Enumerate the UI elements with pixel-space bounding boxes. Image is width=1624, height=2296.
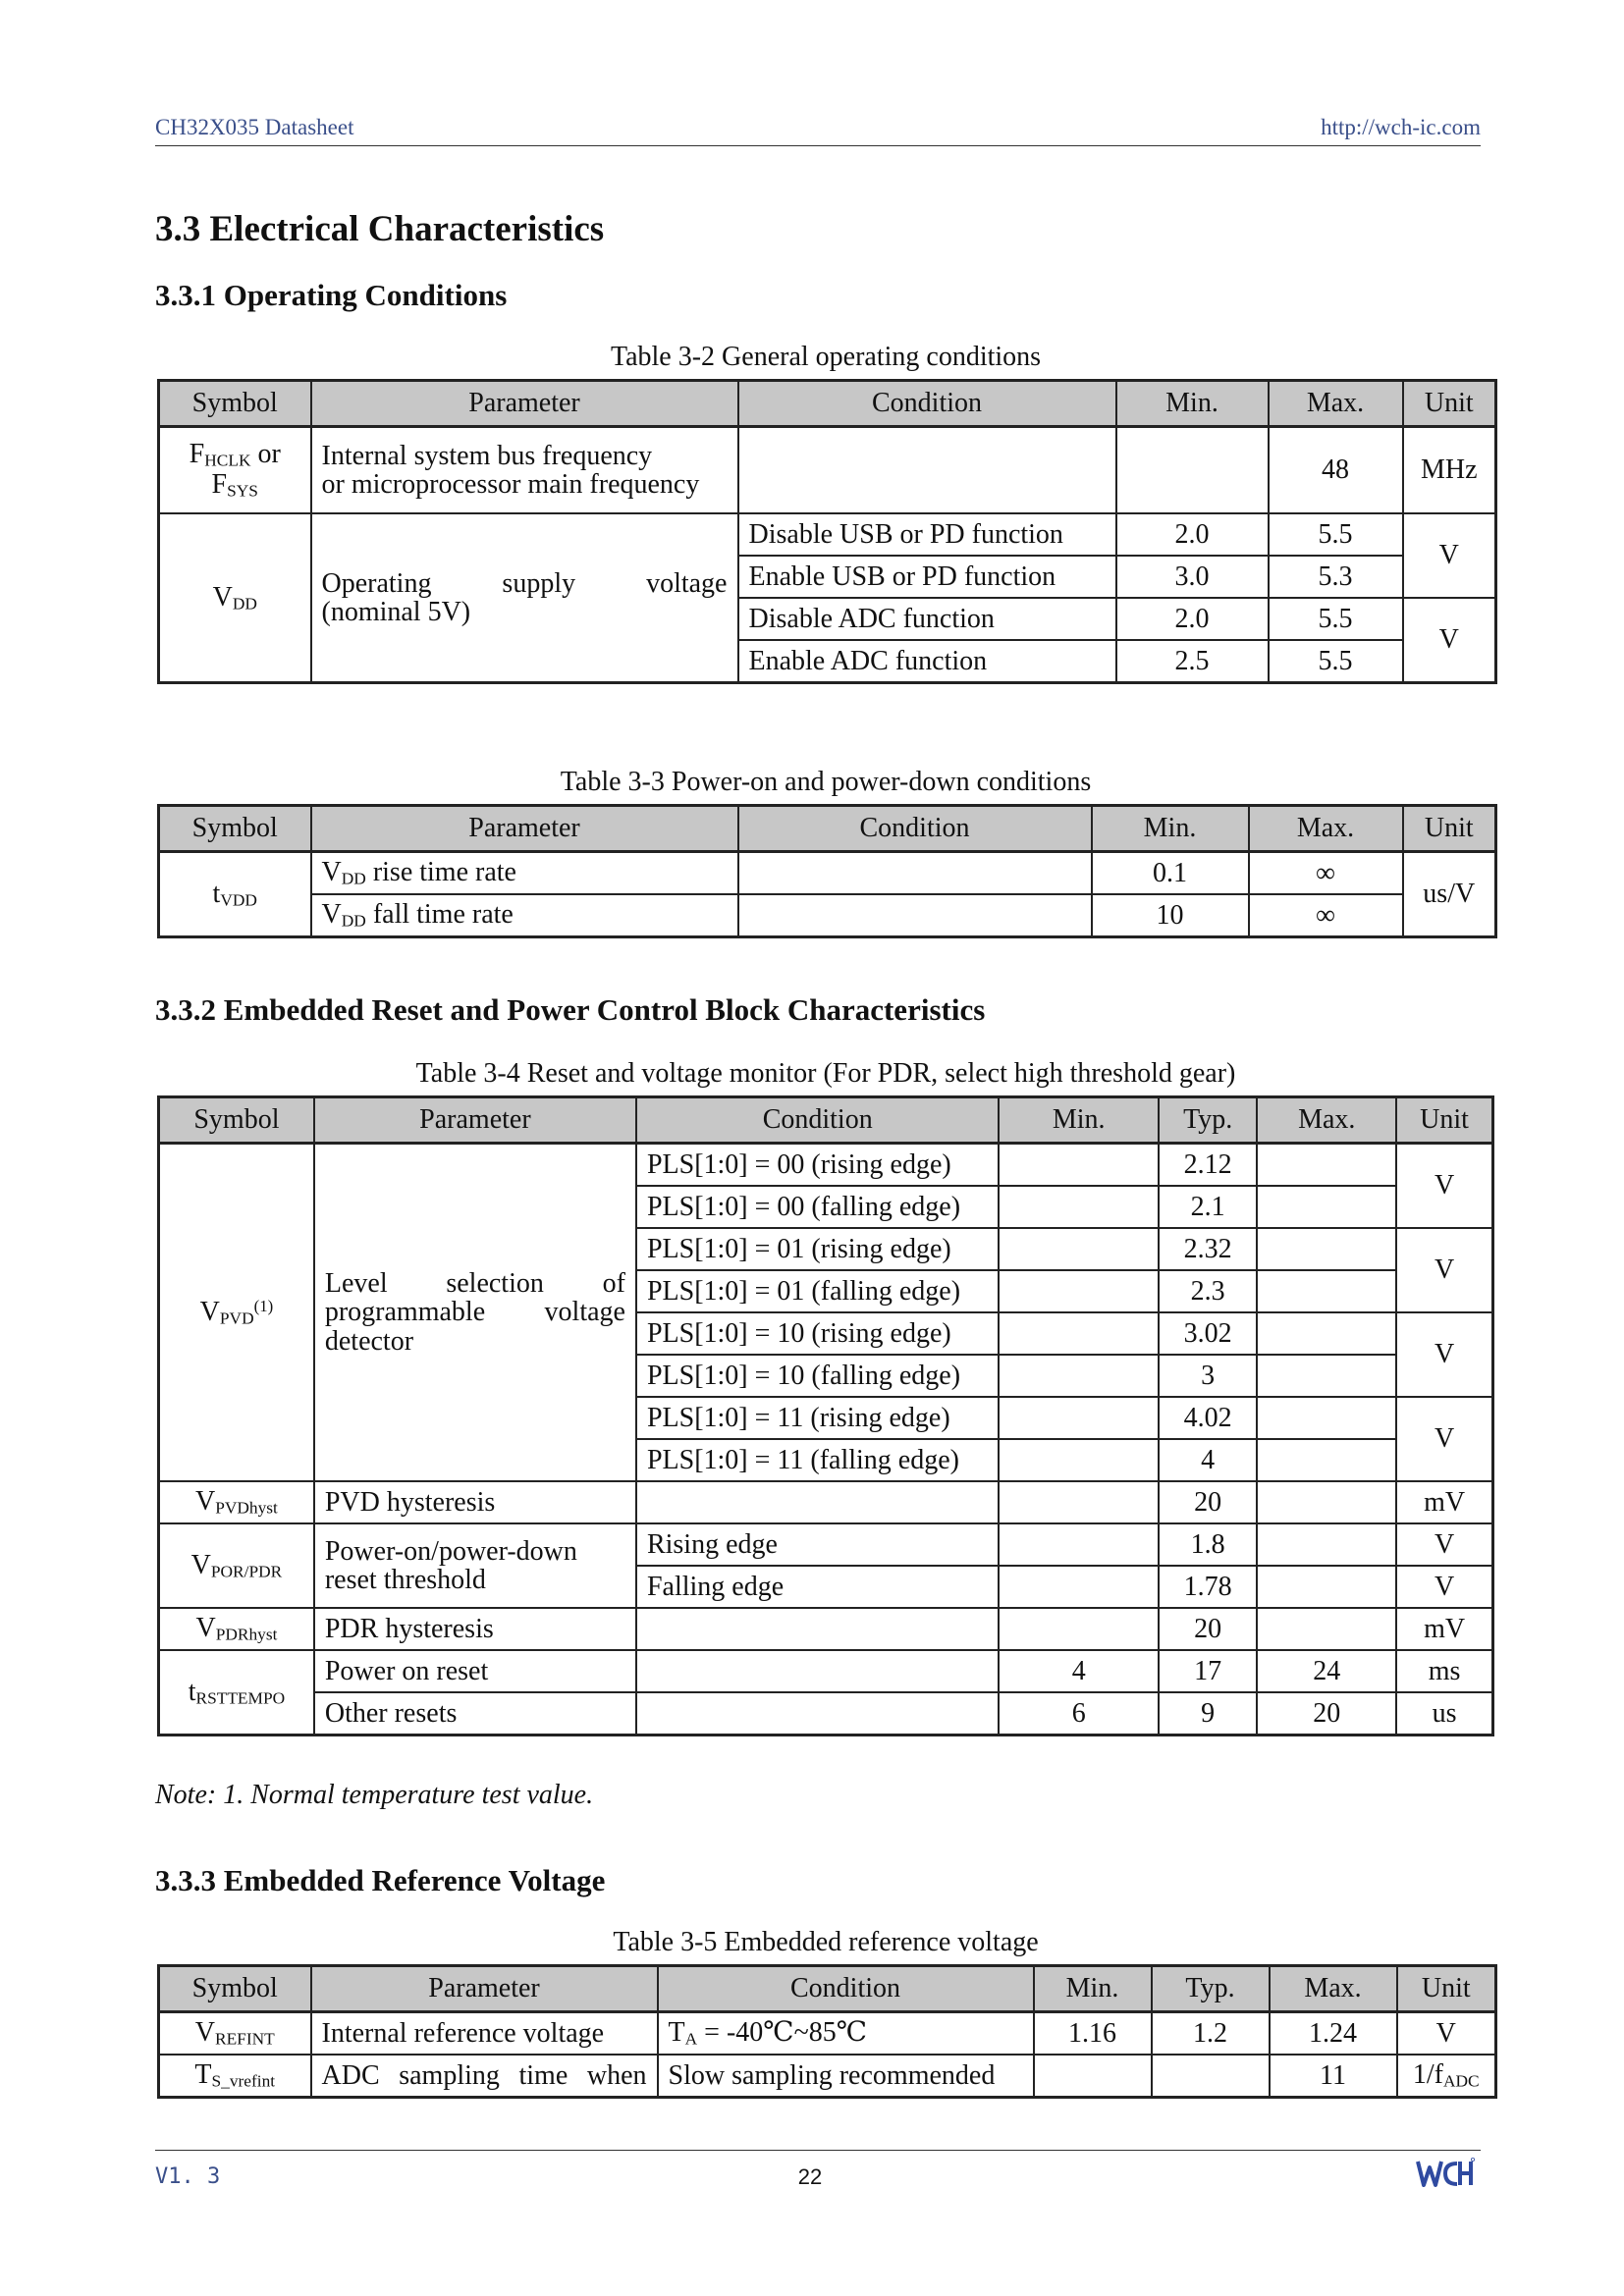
typ-value: 17	[1159, 1650, 1257, 1692]
condition: PLS[1:0] = 11 (rising edge)	[636, 1397, 1000, 1439]
min-value: 1.16	[1034, 2012, 1152, 2056]
col-parameter: Parameter	[314, 1097, 636, 1144]
table-header-row	[159, 1966, 1496, 2012]
col-parameter: Parameter	[311, 381, 738, 427]
table-row	[159, 1144, 1493, 1187]
max-value: 5.3	[1269, 556, 1403, 598]
col-typ: Typ.	[1159, 1097, 1257, 1144]
condition: PLS[1:0] = 01 (falling edge)	[636, 1270, 1000, 1312]
unit: V	[1397, 2012, 1496, 2056]
typ-value: 2.1	[1159, 1186, 1257, 1228]
col-unit: Unit	[1403, 806, 1496, 852]
header-divider	[155, 145, 1481, 146]
symbol-vpor-pdr: $V_{POR/PDR}$	[159, 1523, 314, 1608]
condition: Disable ADC function	[738, 598, 1116, 640]
cell-empty	[999, 1228, 1159, 1270]
param-other-resets: Other resets	[314, 1692, 636, 1735]
table-header-row	[159, 381, 1496, 427]
unit: V	[1403, 598, 1496, 683]
min-value: 3.0	[1116, 556, 1269, 598]
subsection-333-title: 3.3.3 Embedded Reference Voltage	[155, 1863, 606, 1897]
col-parameter: Parameter	[311, 806, 738, 852]
cell-empty	[999, 1439, 1159, 1481]
max-value: 24	[1257, 1650, 1396, 1692]
col-condition: Condition	[636, 1097, 1000, 1144]
cell-empty	[636, 1608, 1000, 1650]
col-parameter: Parameter	[311, 1966, 658, 2012]
cell-empty	[1116, 427, 1269, 514]
typ-value: 9	[1159, 1692, 1257, 1735]
condition-temperature: $T_A$ = -40℃~85℃	[658, 2012, 1034, 2056]
col-max: Max.	[1270, 1966, 1397, 2012]
cell-empty	[999, 1481, 1159, 1523]
cell-empty	[1257, 1228, 1396, 1270]
cell-empty	[1257, 1270, 1396, 1312]
typ-value: 20	[1159, 1481, 1257, 1523]
typ-value: 2.32	[1159, 1228, 1257, 1270]
col-unit: Unit	[1397, 1966, 1496, 2012]
unit: V	[1396, 1312, 1492, 1397]
table-row	[159, 852, 1496, 895]
typ-value: 3.02	[1159, 1312, 1257, 1355]
unit: us	[1396, 1692, 1492, 1735]
max-value: 1.24	[1270, 2012, 1397, 2056]
symbol-vpdrhyst: $V_{PDRhyst}$	[159, 1608, 314, 1650]
min-value: 2.0	[1116, 598, 1269, 640]
table-row	[159, 2055, 1496, 2098]
col-condition: Condition	[658, 1966, 1034, 2012]
col-min: Min.	[999, 1097, 1159, 1144]
cell-empty	[1257, 1355, 1396, 1397]
cell-empty	[1257, 1397, 1396, 1439]
cell-empty	[999, 1144, 1159, 1187]
param-pdr-hysteresis: PDR hysteresis	[314, 1608, 636, 1650]
cell-empty	[1257, 1481, 1396, 1523]
cell-empty	[1257, 1186, 1396, 1228]
section-title: 3.3 Electrical Characteristics	[155, 209, 605, 249]
max-value: 5.5	[1269, 513, 1403, 556]
unit: V	[1396, 1566, 1492, 1608]
typ-value: 3	[1159, 1355, 1257, 1397]
freq-max: 48	[1269, 427, 1403, 514]
footer-version: V1. 3	[155, 2164, 221, 2189]
col-max: Max.	[1257, 1097, 1396, 1144]
cell-empty	[1034, 2055, 1152, 2098]
col-max: Max.	[1249, 806, 1403, 852]
typ-value: 4	[1159, 1439, 1257, 1481]
symbol-vrefint: $V_{REFINT}$	[159, 2012, 311, 2056]
min-value: 2.5	[1116, 640, 1269, 683]
col-condition: Condition	[738, 381, 1116, 427]
unit: V	[1396, 1228, 1492, 1312]
cell-empty	[1257, 1439, 1396, 1481]
condition: PLS[1:0] = 00 (rising edge)	[636, 1144, 1000, 1187]
param-pvd-hysteresis: PVD hysteresis	[314, 1481, 636, 1523]
cell-empty	[999, 1523, 1159, 1566]
param-frequency: Internal system bus frequency or microprocessor main frequency	[311, 427, 738, 514]
cell-empty	[1257, 1608, 1396, 1650]
cell-empty	[738, 894, 1092, 937]
cell-empty	[738, 427, 1116, 514]
header-doc-title: CH32X035 Datasheet	[155, 115, 354, 139]
footer-page-number: 22	[797, 2164, 823, 2189]
condition: PLS[1:0] = 01 (rising edge)	[636, 1228, 1000, 1270]
header-url[interactable]: http://wch-ic.com	[1321, 115, 1481, 139]
symbol-ts-vrefint: $T_{S\_vrefint}$	[159, 2055, 311, 2098]
max-value: 5.5	[1269, 598, 1403, 640]
table-header-row	[159, 806, 1496, 852]
cell-empty	[1152, 2055, 1270, 2098]
condition: Disable USB or PD function	[738, 513, 1116, 556]
col-min: Min.	[1116, 381, 1269, 427]
condition: Enable ADC function	[738, 640, 1116, 683]
table-row	[159, 894, 1496, 937]
unit: V	[1396, 1144, 1492, 1229]
cell-empty	[1257, 1144, 1396, 1187]
param-operating-voltage: Operating supply voltage (nominal 5V)	[311, 513, 738, 683]
table-3-5	[157, 1964, 1497, 2099]
unit: $1/f_{ADC}$	[1397, 2055, 1496, 2098]
col-typ: Typ.	[1152, 1966, 1270, 2012]
table-row	[159, 1608, 1493, 1650]
table-3-4-caption: Table 3-4 Reset and voltage monitor (For PDR, select high threshold gear)	[415, 1058, 1236, 1089]
symbol-trsttempo: $t_{RSTTEMPO}$	[159, 1650, 314, 1735]
param-fall-time: $V_{DD}$ fall time rate	[311, 894, 738, 937]
cell-empty	[636, 1650, 1000, 1692]
condition: Enable USB or PD function	[738, 556, 1116, 598]
cell-empty	[1257, 1566, 1396, 1608]
col-min: Min.	[1034, 1966, 1152, 2012]
param-por-threshold: Power-on/power-down reset threshold	[314, 1523, 636, 1608]
cell-empty	[636, 1692, 1000, 1735]
condition: Rising edge	[636, 1523, 1000, 1566]
footer-divider	[155, 2150, 1481, 2151]
condition: PLS[1:0] = 10 (falling edge)	[636, 1355, 1000, 1397]
typ-value: 2.3	[1159, 1270, 1257, 1312]
table-3-4-note: Note: 1. Normal temperature test value.	[155, 1780, 594, 1810]
subsection-331-title: 3.3.1 Operating Conditions	[155, 278, 508, 312]
col-unit: Unit	[1403, 381, 1496, 427]
col-max: Max.	[1269, 381, 1403, 427]
symbol-tvdd: $t_{VDD}$	[159, 852, 311, 937]
table-3-4	[157, 1095, 1494, 1736]
max-value: 20	[1257, 1692, 1396, 1735]
param-internal-reference-voltage: Internal reference voltage	[311, 2012, 658, 2056]
table-row	[159, 513, 1496, 556]
table-row	[159, 1650, 1493, 1692]
col-min: Min.	[1092, 806, 1249, 852]
typ-value: 1.2	[1152, 2012, 1270, 2056]
col-symbol: Symbol	[159, 1097, 314, 1144]
subsection-332-title: 3.3.2 Embedded Reset and Power Control Block Characteristics	[155, 992, 986, 1027]
condition: PLS[1:0] = 11 (falling edge)	[636, 1439, 1000, 1481]
symbol-vpvd: $V_{PVD}^{(1)}$	[159, 1144, 314, 1482]
unit: V	[1396, 1523, 1492, 1566]
unit: ms	[1396, 1650, 1492, 1692]
max-value: ∞	[1249, 852, 1403, 895]
condition: Slow sampling recommended	[658, 2055, 1034, 2098]
table-3-3	[157, 804, 1497, 938]
symbol-vdd: $V_{DD}$	[159, 513, 311, 683]
typ-value: 4.02	[1159, 1397, 1257, 1439]
table-3-2	[157, 379, 1497, 684]
cell-empty	[1257, 1523, 1396, 1566]
col-symbol: Symbol	[159, 1966, 311, 2012]
cell-empty	[636, 1481, 1000, 1523]
col-unit: Unit	[1396, 1097, 1492, 1144]
min-value: 0.1	[1092, 852, 1249, 895]
unit: V	[1396, 1397, 1492, 1481]
symbol-fhclk-fsys: $F_{HCLK}$ or $F_{SYS}$	[159, 427, 311, 514]
condition: PLS[1:0] = 10 (rising edge)	[636, 1312, 1000, 1355]
table-3-5-caption: Table 3-5 Embedded reference voltage	[613, 1927, 1039, 1957]
condition: Falling edge	[636, 1566, 1000, 1608]
typ-value: 1.8	[1159, 1523, 1257, 1566]
cell-empty	[999, 1566, 1159, 1608]
table-row	[159, 1523, 1493, 1566]
typ-value: 20	[1159, 1608, 1257, 1650]
col-symbol: Symbol	[159, 381, 311, 427]
min-value: 10	[1092, 894, 1249, 937]
cell-empty	[999, 1312, 1159, 1355]
param-rise-time: $V_{DD}$ rise time rate	[311, 852, 738, 895]
wch-logo-icon	[1416, 2156, 1475, 2191]
table-3-2-caption: Table 3-2 General operating conditions	[610, 342, 1042, 372]
unit: mV	[1396, 1608, 1492, 1650]
table-row	[159, 2012, 1496, 2056]
table-row	[159, 1692, 1493, 1735]
cell-empty	[999, 1397, 1159, 1439]
unit: us/V	[1403, 852, 1496, 937]
param-pvd-level: Level selection of programmable voltage detector	[314, 1144, 636, 1482]
col-condition: Condition	[738, 806, 1092, 852]
freq-unit: MHz	[1403, 427, 1496, 514]
cell-empty	[999, 1270, 1159, 1312]
cell-empty	[738, 852, 1092, 895]
cell-empty	[1257, 1312, 1396, 1355]
condition: PLS[1:0] = 00 (falling edge)	[636, 1186, 1000, 1228]
unit: mV	[1396, 1481, 1492, 1523]
unit: V	[1403, 513, 1496, 598]
table-header-row	[159, 1097, 1493, 1144]
param-power-on-reset: Power on reset	[314, 1650, 636, 1692]
col-symbol: Symbol	[159, 806, 311, 852]
typ-value: 1.78	[1159, 1566, 1257, 1608]
min-value: 6	[999, 1692, 1159, 1735]
max-value: 11	[1270, 2055, 1397, 2098]
typ-value: 2.12	[1159, 1144, 1257, 1187]
cell-empty	[999, 1186, 1159, 1228]
table-row	[159, 1481, 1493, 1523]
cell-empty	[999, 1355, 1159, 1397]
param-adc-sampling-time: ADC sampling time when	[311, 2055, 658, 2098]
symbol-vpvdhyst: $V_{PVDhyst}$	[159, 1481, 314, 1523]
table-3-3-caption: Table 3-3 Power-on and power-down conditions	[560, 767, 1092, 797]
min-value: 2.0	[1116, 513, 1269, 556]
min-value: 4	[999, 1650, 1159, 1692]
max-value: ∞	[1249, 894, 1403, 937]
cell-empty	[999, 1608, 1159, 1650]
max-value: 5.5	[1269, 640, 1403, 683]
